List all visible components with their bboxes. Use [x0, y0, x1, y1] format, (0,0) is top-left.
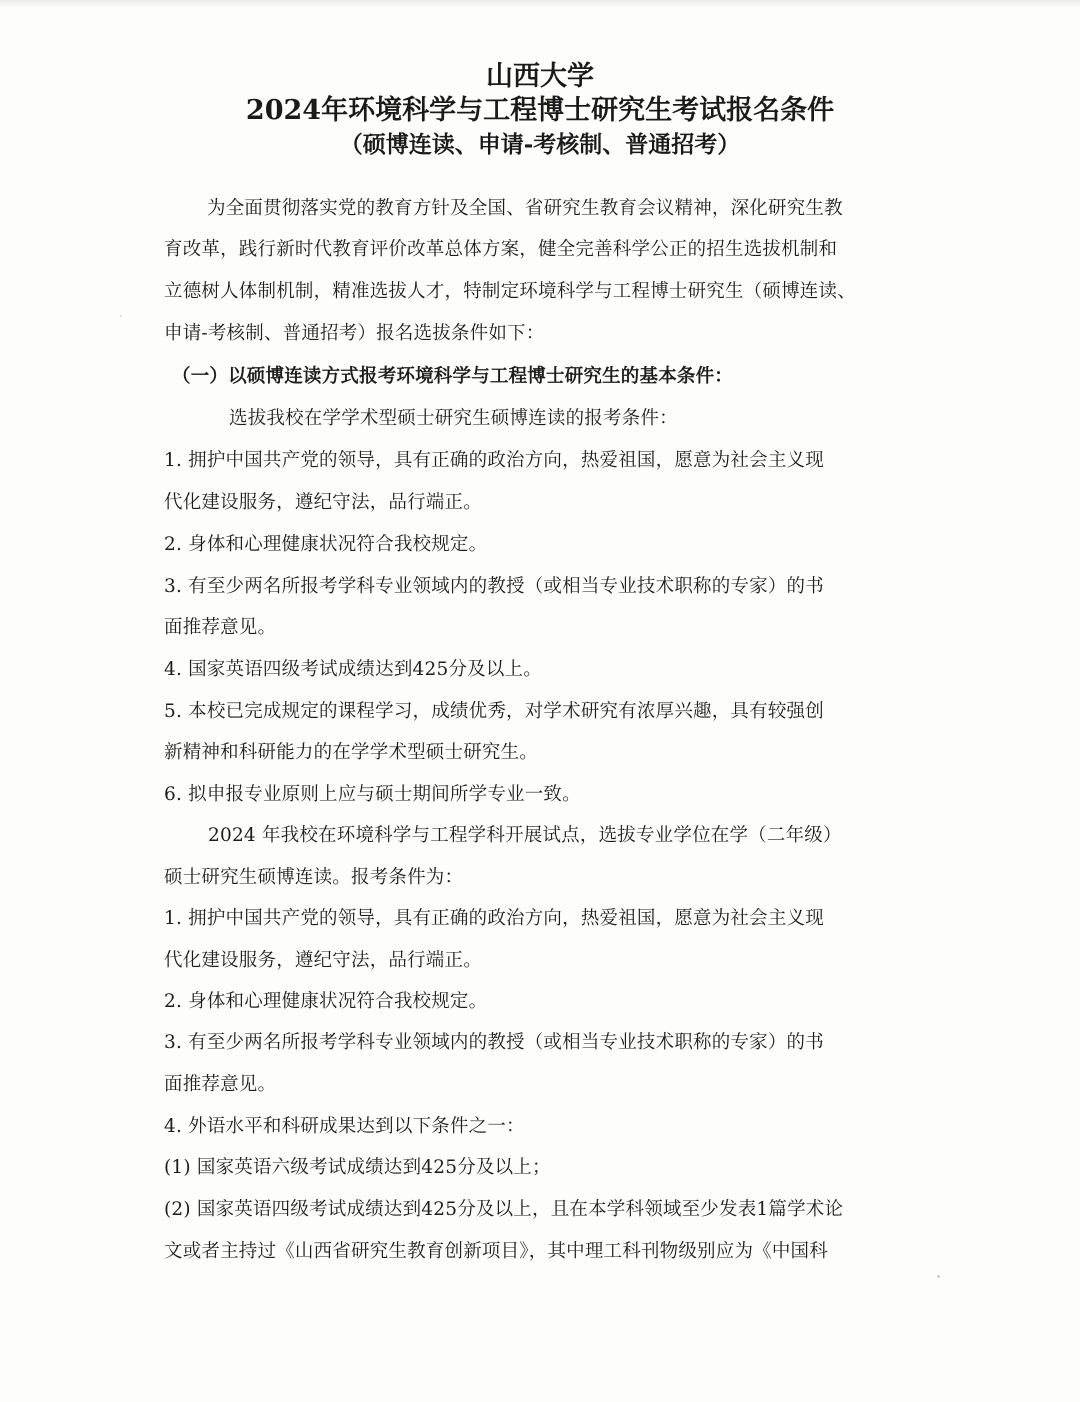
list-item: 面推荐意见。 [164, 1074, 277, 1095]
section2-lead: 硕士研究生硕博连读。报考条件为： [164, 867, 464, 888]
list-item: 面推荐意见。 [164, 617, 277, 638]
list-item: 1. 拥护中国共产党的领导，具有正确的政治方向，热爱祖国，愿意为社会主义现 [164, 908, 824, 929]
list-item: 3. 有至少两名所报考学科专业领域内的教授（或相当专业技术职称的专家）的书 [164, 576, 824, 597]
section1-heading: （一）以硕博连读方式报考环境科学与工程博士研究生的基本条件： [172, 366, 734, 387]
list-item: (1) 国家英语六级考试成绩达到425分及以上； [164, 1157, 551, 1178]
intro-paragraph-line: 为全面贯彻落实党的教育方针及全国、省研究生教育会议精神，深化研究生教 [207, 198, 843, 219]
list-item: (2) 国家英语四级考试成绩达到425分及以上，且在本学科领域至少发表1篇学术论 [164, 1199, 844, 1220]
scan-speck [937, 1275, 940, 1278]
list-item: 文或者主持过《山西省研究生教育创新项目》，其中理工科刊物级别应为《中国科 [164, 1241, 828, 1262]
document-subtitle: （硕博连读、申请-考核制、普通招考） [339, 131, 741, 158]
list-item: 代化建设服务，遵纪守法，品行端正。 [164, 492, 482, 513]
list-item: 5. 本校已完成规定的课程学习，成绩优秀，对学术研究有浓厚兴趣，具有较强创 [164, 701, 824, 722]
section2-lead: 2024 年我校在环境科学与工程学科开展试点，选拔专业学位在学（二年级） [208, 825, 842, 846]
list-item: 新精神和科研能力的在学学术型硕士研究生。 [164, 742, 539, 763]
list-item: 3. 有至少两名所报考学科专业领域内的教授（或相当专业技术职称的专家）的书 [164, 1032, 824, 1053]
document-title: 2024年环境科学与工程博士研究生考试报名条件 [245, 95, 835, 126]
list-item: 6. 拟申报专业原则上应与硕士期间所学专业一致。 [164, 784, 581, 805]
scan-speck [120, 315, 122, 317]
scan-edge [0, 0, 1080, 8]
university-name: 山西大学 [486, 61, 594, 92]
list-item: 1. 拥护中国共产党的领导，具有正确的政治方向，热爱祖国，愿意为社会主义现 [164, 450, 824, 471]
list-item: 4. 国家英语四级考试成绩达到425分及以上。 [164, 659, 542, 680]
list-item: 2. 身体和心理健康状况符合我校规定。 [164, 991, 488, 1012]
section1-lead: 选拔我校在学学术型硕士研究生硕博连读的报考条件： [229, 408, 678, 429]
list-item: 2. 身体和心理健康状况符合我校规定。 [164, 534, 488, 555]
intro-paragraph-line: 立德树人体制机制，精准选拔人才，特制定环境科学与工程博士研究生（硕博连读、 [164, 281, 856, 302]
list-item: 4. 外语水平和科研成果达到以下条件之一： [164, 1116, 525, 1137]
intro-paragraph-line: 育改革，践行新时代教育评价改革总体方案，健全完善科学公正的招生选拔机制和 [164, 239, 838, 260]
intro-paragraph-line: 申请-考核制、普通招考）报名选拔条件如下： [164, 323, 545, 344]
list-item: 代化建设服务，遵纪守法，品行端正。 [164, 950, 482, 971]
